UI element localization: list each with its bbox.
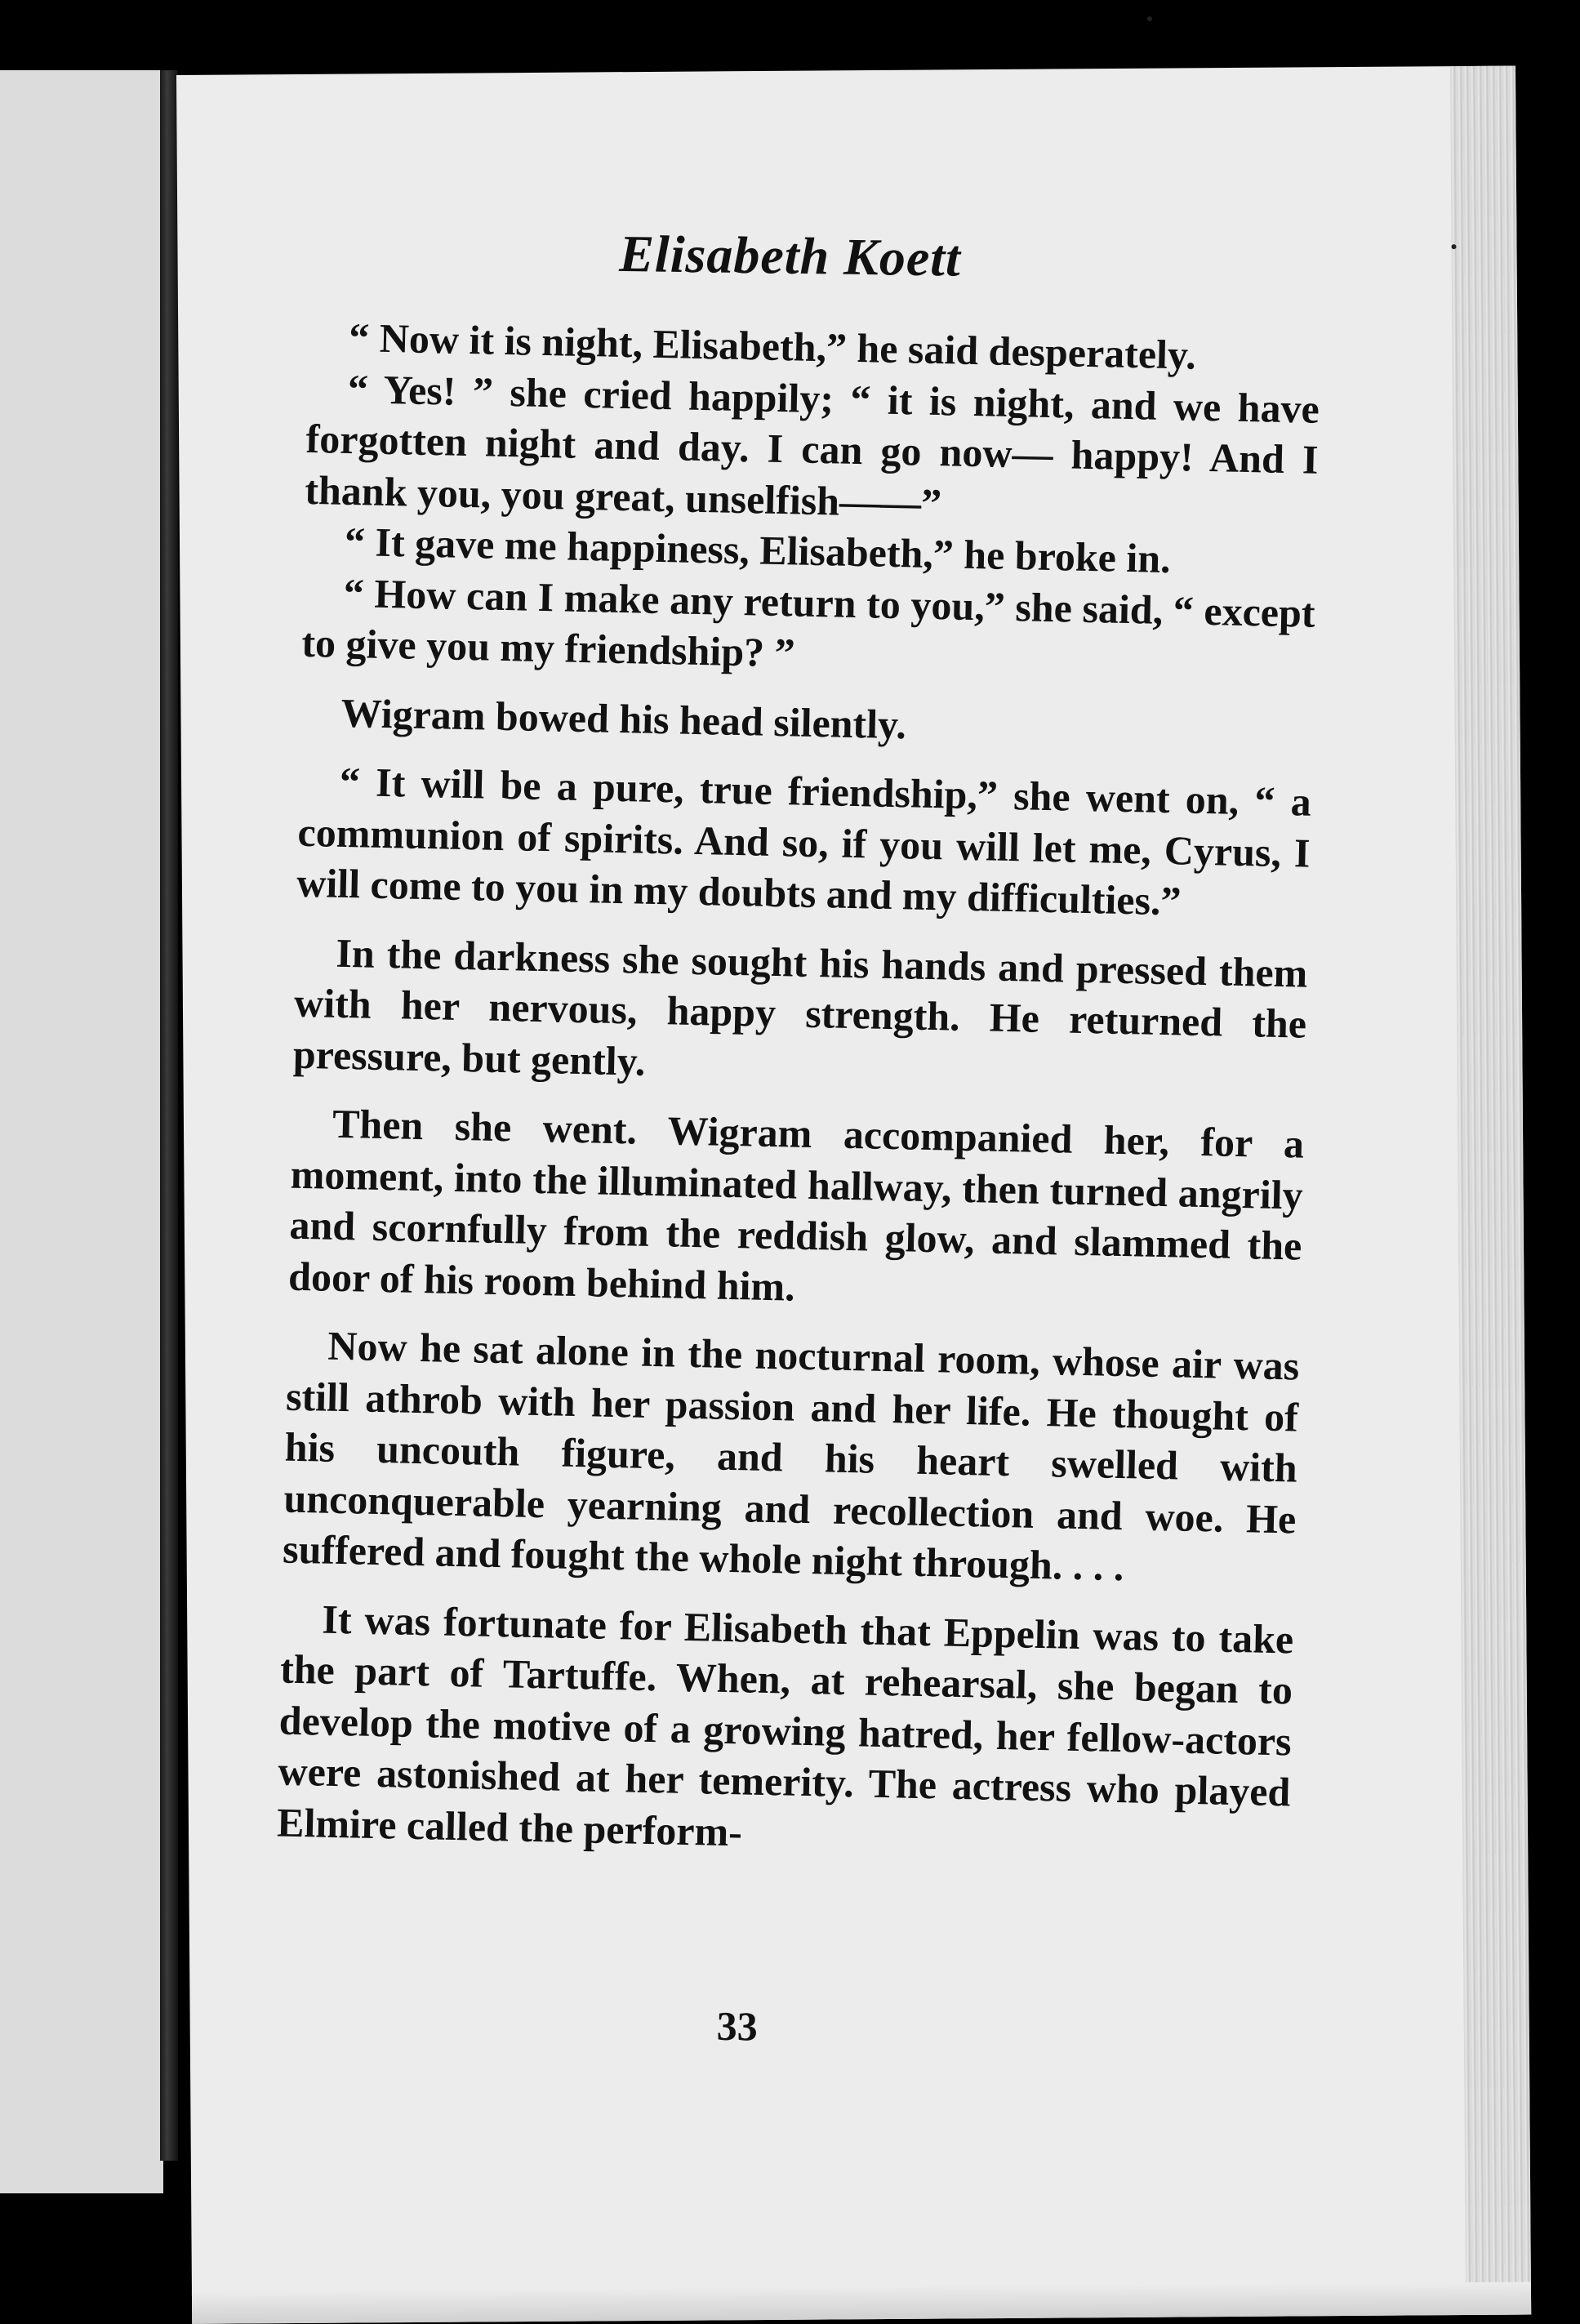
page-stack-edge <box>1450 66 1531 2315</box>
page-bottom-shade <box>192 2282 1531 2323</box>
paragraph: Then she went. Wigram accompanied her, for a moment, into the illuminated hallway, then turned angrily and scornfully from the reddish glow, and slammed the door of his room behind him. <box>287 1100 1305 1310</box>
paragraph: Wigram bowed his head silently. <box>340 689 907 747</box>
dust-speck <box>1147 16 1152 21</box>
dust-speck <box>1451 244 1456 249</box>
book-gutter <box>160 70 178 2161</box>
paragraph: “ Now it is night, Elisabeth,” he said desperately. <box>348 314 1197 378</box>
paragraph: “ It will be a pure, true friendship,” she went on, “ a communion of spirits. And so, if you will let me, Cyrus, I will come to you in my doubts and my difficulties.” <box>296 758 1312 924</box>
paragraph: “ Yes! ” she cried happily; “ it is night, and we have forgotten night and day. I can go now— happy! And I thank you, you great, unselfish——” <box>304 365 1320 526</box>
paragraph: “ How can I make any return to you,” she said, “ except to give you my friendship? ” <box>300 569 1316 676</box>
paragraph: Now he sat alone in the nocturnal room, whose air was still athrob with her passion and her life. He thought of his uncouth figure, and his heart swelled with unconquerable yearning and recollection and woe. He suffered and fought the whole night through. . . . <box>282 1322 1300 1590</box>
book-page <box>176 66 1531 2324</box>
page-number: 33 <box>716 2002 759 2050</box>
paragraph: It was fortunate for Elisabeth that Eppelin was to take the part of Tartuffe. When, at rehearsal, she began to develop the motive of a growing hatred, her fellow-actors were astonished at her temerity. The actress who played Elmire called the perform- <box>276 1596 1294 1854</box>
facing-page-edge <box>0 70 163 2193</box>
running-head: Elisabeth Koett <box>618 224 962 287</box>
body-text <box>277 311 1321 1869</box>
paragraph: “ It gave me happiness, Elisabeth,” he broke in. <box>344 518 1172 582</box>
paragraph: In the darkness she sought his hands and pressed them with her nervous, happy strength. He returned the pressure, but gently. <box>292 929 1308 1084</box>
